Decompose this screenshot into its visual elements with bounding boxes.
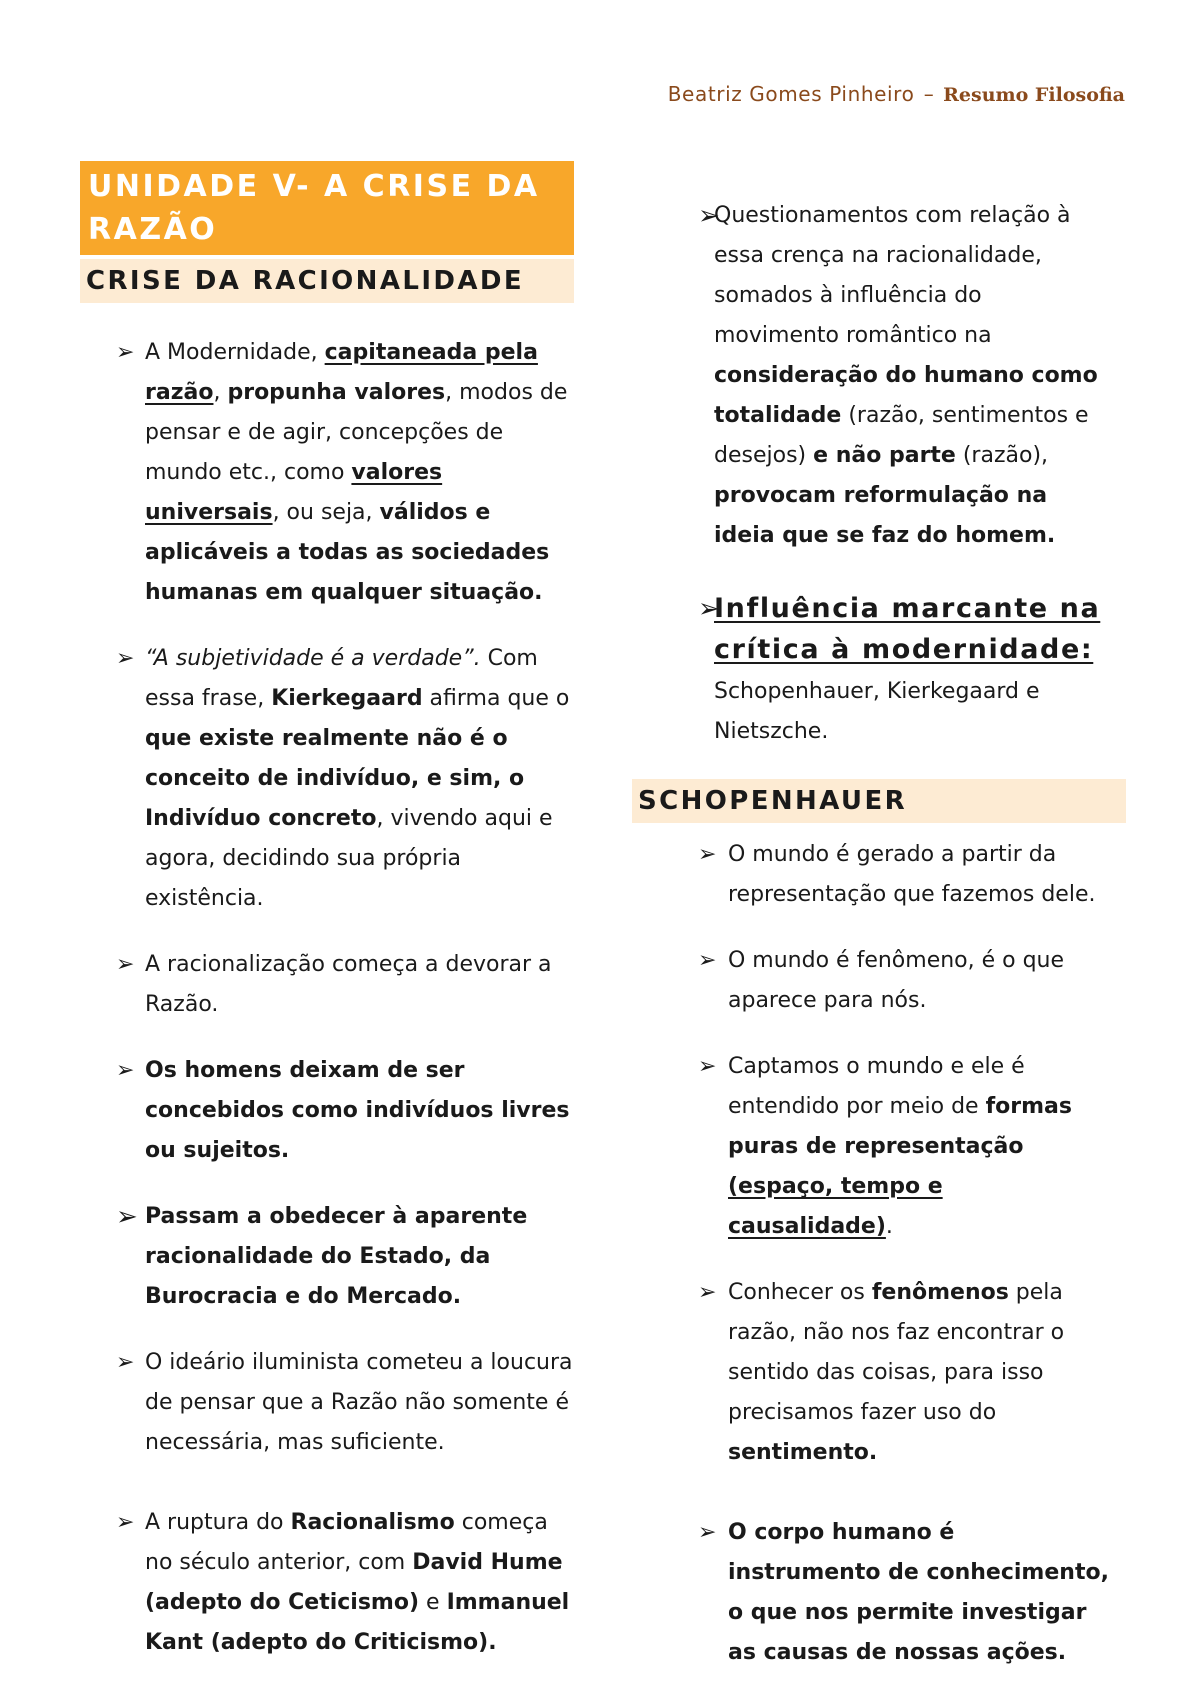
text: pela razão, não nos faz encontrar o sentido das coisas, para isso precisamos fazer uso do xyxy=(728,1280,1065,1425)
text: começa no século anterior, com xyxy=(145,1510,548,1575)
text: , ou seja, xyxy=(272,500,380,525)
text-bold: propunha valores xyxy=(227,380,446,405)
text-italic: “A subjetividade é a verdade”. xyxy=(145,646,481,671)
document-title: Resumo Filosofia xyxy=(943,84,1125,106)
list-item xyxy=(632,1273,1114,1473)
text-bold: que existe realmente não é o conceito de indivíduo, e sim, o Indivíduo concreto xyxy=(145,726,525,831)
text: A ruptura do xyxy=(145,1510,291,1535)
arrow-bullet-icon: ➢ xyxy=(698,201,720,231)
text: , xyxy=(213,380,228,405)
arrow-bullet-icon: ➢ xyxy=(698,1054,717,1079)
text-bold: O corpo humano é instrumento de conhecimento, o que nos permite investigar as causas de nossas ações. xyxy=(728,1520,1109,1665)
list-item xyxy=(80,333,580,613)
text: O mundo é gerado a partir da representação que fazemos dele. xyxy=(728,842,1096,907)
list-item xyxy=(80,1503,580,1663)
arrow-bullet-icon: ➢ xyxy=(698,948,717,973)
text-bold: válidos e aplicáveis a todas as sociedades humanas em qualquer situação. xyxy=(145,500,550,605)
influence-heading: Influência marcante na crítica à modernidade: xyxy=(714,593,1101,665)
list-item xyxy=(80,1197,580,1317)
text-bold: consideração do humano como totalidade xyxy=(714,363,1098,428)
right-bullet-list xyxy=(632,196,1112,752)
text-bold: Os homens deixam de ser concebidos como indivíduos livres ou sujeitos. xyxy=(145,1058,570,1163)
text: , modos de pensar e de agir, concepções de mundo etc., como xyxy=(145,380,568,485)
list-item xyxy=(632,941,1114,1021)
arrow-bullet-icon: ➢ xyxy=(116,952,135,977)
text-bold-underline: capitaneada pela razão xyxy=(145,340,538,405)
list-item xyxy=(632,1047,1114,1247)
text-bold-underline: valores universais xyxy=(145,460,443,525)
text: O mundo é fenômeno, é o que aparece para nós. xyxy=(728,948,1065,1013)
section-title-crise: CRISE DA RACIONALIDADE xyxy=(80,259,574,303)
text: e xyxy=(419,1590,447,1615)
left-column xyxy=(80,161,580,1689)
schopenhauer-column xyxy=(632,835,1114,1699)
arrow-bullet-icon: ➢ xyxy=(116,1510,135,1535)
schopenhauer-bullet-list xyxy=(632,835,1114,1673)
text: . xyxy=(885,1214,893,1239)
text: A Modernidade, xyxy=(145,340,325,365)
arrow-bullet-icon: ➢ xyxy=(116,340,135,365)
text-bold: provocam reformulação na ideia que se faz do homem. xyxy=(714,483,1056,548)
text: afirma que o xyxy=(422,686,570,711)
text: Captamos o mundo e ele é entendido por meio de xyxy=(728,1054,1025,1119)
text-bold: Racionalismo xyxy=(290,1510,455,1535)
text-bold: sentimento. xyxy=(728,1440,878,1465)
section-title-schopenhauer: SCHOPENHAUER xyxy=(632,779,1126,823)
text-bold: fenômenos xyxy=(871,1280,1009,1305)
left-bullet-list xyxy=(80,333,580,1663)
text: Conhecer os xyxy=(728,1280,872,1305)
list-item xyxy=(80,1051,580,1171)
text-bold: David Hume (adepto do Ceticismo) xyxy=(145,1550,563,1615)
philosophers-list: Schopenhauer, Kierkegaard e Nietszche. xyxy=(714,679,1040,744)
arrow-bullet-icon: ➢ xyxy=(116,1202,138,1232)
list-item xyxy=(632,835,1114,915)
text: (razão, sentimentos e desejos) xyxy=(714,403,1089,468)
arrow-bullet-icon: ➢ xyxy=(698,594,720,624)
arrow-bullet-icon: ➢ xyxy=(698,1520,717,1545)
page-header xyxy=(668,82,1125,106)
list-item xyxy=(80,1343,580,1463)
list-item xyxy=(632,1513,1114,1673)
unit-title: UNIDADE V- A CRISE DA RAZÃO xyxy=(80,161,574,255)
list-item xyxy=(632,196,1112,556)
header-separator: – xyxy=(923,82,934,106)
arrow-bullet-icon: ➢ xyxy=(116,1350,135,1375)
list-item xyxy=(80,639,580,919)
text-bold: formas puras de representação xyxy=(728,1094,1072,1159)
text-bold: Kierkegaard xyxy=(271,686,423,711)
text: Questionamentos com relação à essa crença na racionalidade, somados à influência do movimento romântico na xyxy=(714,203,1071,348)
text-bold: Passam a obedecer à aparente racionalidade do Estado, da Burocracia e do Mercado. xyxy=(145,1204,528,1309)
list-item xyxy=(632,590,1112,752)
right-column xyxy=(632,196,1112,778)
text-bold-underline: (espaço, tempo e causalidade) xyxy=(728,1174,943,1239)
text: A racionalização começa a devorar a Razão. xyxy=(145,952,552,1017)
text: O ideário iluminista cometeu a loucura de pensar que a Razão não somente é necessária, mas suficiente. xyxy=(145,1350,573,1455)
arrow-bullet-icon: ➢ xyxy=(698,1280,717,1305)
text: (razão), xyxy=(955,443,1049,468)
list-item xyxy=(80,945,580,1025)
text: , vivendo aqui e agora, decidindo sua própria existência. xyxy=(145,806,553,911)
arrow-bullet-icon: ➢ xyxy=(116,646,135,671)
arrow-bullet-icon: ➢ xyxy=(116,1058,135,1083)
text-bold: e não parte xyxy=(813,443,956,468)
author-name: Beatriz Gomes Pinheiro xyxy=(667,82,915,106)
arrow-bullet-icon: ➢ xyxy=(698,842,717,867)
text: Com essa frase, xyxy=(145,646,538,711)
text-bold: Immanuel Kant (adepto do Criticismo). xyxy=(145,1590,570,1655)
